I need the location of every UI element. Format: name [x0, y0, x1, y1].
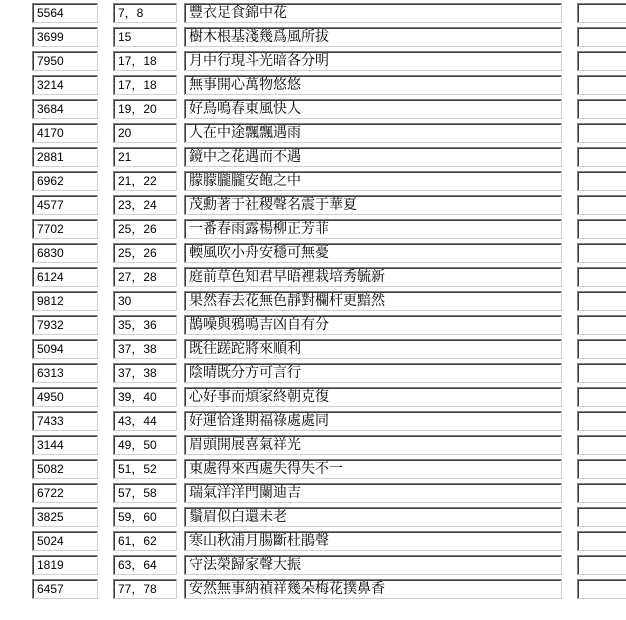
text-field[interactable]: 茂勳著于社稷聲名震于華夏 — [184, 195, 562, 215]
table-row — [0, 577, 626, 601]
code-field[interactable]: 3214 — [32, 75, 98, 95]
extra-field[interactable] — [577, 291, 626, 311]
number-field[interactable]: 21 — [113, 147, 177, 167]
extra-field[interactable] — [577, 363, 626, 383]
extra-field[interactable] — [577, 51, 626, 71]
text-field[interactable]: 果然春去花無色靜對欄杆更黯然 — [184, 291, 562, 311]
table-row — [0, 97, 626, 121]
table-row — [0, 241, 626, 265]
number-field[interactable]: 20 — [113, 123, 177, 143]
code-field[interactable]: 6457 — [32, 579, 98, 599]
table-row — [0, 121, 626, 145]
table-row — [0, 433, 626, 457]
number-field[interactable]: 37，38 — [113, 363, 177, 383]
table-row — [0, 529, 626, 553]
code-field[interactable]: 9812 — [32, 291, 98, 311]
text-field[interactable]: 好運恰逢期福祿處處同 — [184, 411, 562, 431]
extra-field[interactable] — [577, 123, 626, 143]
table-row — [0, 73, 626, 97]
text-field[interactable]: 一番春雨露楊柳正芳菲 — [184, 219, 562, 239]
text-field[interactable]: 樹木根基淺幾爲風所拔 — [184, 27, 562, 47]
table-row — [0, 1, 626, 25]
code-field[interactable]: 7950 — [32, 51, 98, 71]
number-field[interactable]: 17，18 — [113, 75, 177, 95]
text-field[interactable]: 既往蹉跎將來順利 — [184, 339, 562, 359]
number-field[interactable]: 57，58 — [113, 483, 177, 503]
text-field[interactable]: 東處得來西處失得失不一 — [184, 459, 562, 479]
number-field[interactable]: 39，40 — [113, 387, 177, 407]
extra-field[interactable] — [577, 243, 626, 263]
extra-field[interactable] — [577, 339, 626, 359]
number-field[interactable]: 25，26 — [113, 243, 177, 263]
text-field[interactable]: 月中行現斗光暗各分明 — [184, 51, 562, 71]
code-field[interactable]: 4170 — [32, 123, 98, 143]
code-field[interactable]: 5024 — [32, 531, 98, 551]
text-field[interactable]: 鏡中之花遇而不遇 — [184, 147, 562, 167]
code-field[interactable]: 5094 — [32, 339, 98, 359]
number-field[interactable]: 25，26 — [113, 219, 177, 239]
extra-field[interactable] — [577, 219, 626, 239]
text-field[interactable]: 心好事而煩家終朝克復 — [184, 387, 562, 407]
table-row — [0, 361, 626, 385]
number-field[interactable]: 7，8 — [113, 3, 177, 23]
table-row — [0, 313, 626, 337]
code-field[interactable]: 4950 — [32, 387, 98, 407]
table-row — [0, 25, 626, 49]
extra-field[interactable] — [577, 387, 626, 407]
extra-field[interactable] — [577, 555, 626, 575]
table-row — [0, 553, 626, 577]
code-field[interactable]: 7433 — [32, 411, 98, 431]
table-row — [0, 217, 626, 241]
number-field[interactable]: 77，78 — [113, 579, 177, 599]
extra-field[interactable] — [577, 99, 626, 119]
text-field[interactable]: 無事開心萬物悠悠 — [184, 75, 562, 95]
extra-field[interactable] — [577, 507, 626, 527]
number-field[interactable]: 43，44 — [113, 411, 177, 431]
extra-field[interactable] — [577, 411, 626, 431]
extra-field[interactable] — [577, 315, 626, 335]
text-field[interactable]: 人在中途飄飄遇雨 — [184, 123, 562, 143]
code-field[interactable]: 2881 — [32, 147, 98, 167]
text-field[interactable]: 陰晴既分方可言行 — [184, 363, 562, 383]
table-row — [0, 481, 626, 505]
number-field[interactable]: 21，22 — [113, 171, 177, 191]
table-row — [0, 337, 626, 361]
extra-field[interactable] — [577, 195, 626, 215]
number-field[interactable]: 63，64 — [113, 555, 177, 575]
number-field[interactable]: 37，38 — [113, 339, 177, 359]
number-field[interactable]: 59，60 — [113, 507, 177, 527]
number-field[interactable]: 19，20 — [113, 99, 177, 119]
number-field[interactable]: 49，50 — [113, 435, 177, 455]
table-row — [0, 49, 626, 73]
number-field[interactable]: 15 — [113, 27, 177, 47]
number-field[interactable]: 61，62 — [113, 531, 177, 551]
text-field[interactable]: 眉頭開展喜氣祥光 — [184, 435, 562, 455]
code-field[interactable]: 6830 — [32, 243, 98, 263]
table-row — [0, 289, 626, 313]
code-field[interactable]: 3825 — [32, 507, 98, 527]
table-row — [0, 409, 626, 433]
code-field[interactable]: 6722 — [32, 483, 98, 503]
extra-field[interactable] — [577, 483, 626, 503]
number-field[interactable]: 30 — [113, 291, 177, 311]
code-field[interactable]: 7702 — [32, 219, 98, 239]
number-field[interactable]: 23，24 — [113, 195, 177, 215]
extra-field[interactable] — [577, 267, 626, 287]
text-field[interactable]: 鵲噪與鴉鳴吉凶自有分 — [184, 315, 562, 335]
extra-field[interactable] — [577, 3, 626, 23]
text-field[interactable]: 好鳥鳴春東風快人 — [184, 99, 562, 119]
code-field[interactable]: 6313 — [32, 363, 98, 383]
extra-field[interactable] — [577, 531, 626, 551]
number-field[interactable]: 35，36 — [113, 315, 177, 335]
code-field[interactable]: 1819 — [32, 555, 98, 575]
code-field[interactable]: 3144 — [32, 435, 98, 455]
table-row — [0, 457, 626, 481]
code-field[interactable]: 3684 — [32, 99, 98, 119]
code-field[interactable]: 5564 — [32, 3, 98, 23]
table-row — [0, 385, 626, 409]
number-field[interactable]: 51，52 — [113, 459, 177, 479]
extra-field[interactable] — [577, 171, 626, 191]
table-row — [0, 193, 626, 217]
text-field[interactable]: 寒山秋浦月腸斷杜鵑聲 — [184, 531, 562, 551]
table-row — [0, 169, 626, 193]
extra-field[interactable] — [577, 147, 626, 167]
text-field[interactable]: 瑞氣洋洋門闌迪吉 — [184, 483, 562, 503]
extra-field[interactable] — [577, 459, 626, 479]
extra-field[interactable] — [577, 27, 626, 47]
code-field[interactable]: 6124 — [32, 267, 98, 287]
code-field[interactable]: 5082 — [32, 459, 98, 479]
extra-field[interactable] — [577, 435, 626, 455]
number-field[interactable]: 27，28 — [113, 267, 177, 287]
text-field[interactable]: 朦朦朧朧安飽之中 — [184, 171, 562, 191]
text-field[interactable]: 輭風吹小舟安穩可無憂 — [184, 243, 562, 263]
table-row — [0, 505, 626, 529]
text-field[interactable]: 守法榮歸家聲大振 — [184, 555, 562, 575]
code-field[interactable]: 7932 — [32, 315, 98, 335]
text-field[interactable]: 鬚眉似白還未老 — [184, 507, 562, 527]
text-field[interactable]: 庭前草色知君早晤裡栽培秀毓新 — [184, 267, 562, 287]
extra-field[interactable] — [577, 75, 626, 95]
table-row — [0, 265, 626, 289]
number-field[interactable]: 17，18 — [113, 51, 177, 71]
code-field[interactable]: 3699 — [32, 27, 98, 47]
code-field[interactable]: 6962 — [32, 171, 98, 191]
code-field[interactable]: 4577 — [32, 195, 98, 215]
text-field[interactable]: 安然無事納禎祥幾朵梅花撲鼻香 — [184, 579, 562, 599]
text-field[interactable]: 豐衣足食錦中花 — [184, 3, 562, 23]
extra-field[interactable] — [577, 579, 626, 599]
table-row — [0, 145, 626, 169]
